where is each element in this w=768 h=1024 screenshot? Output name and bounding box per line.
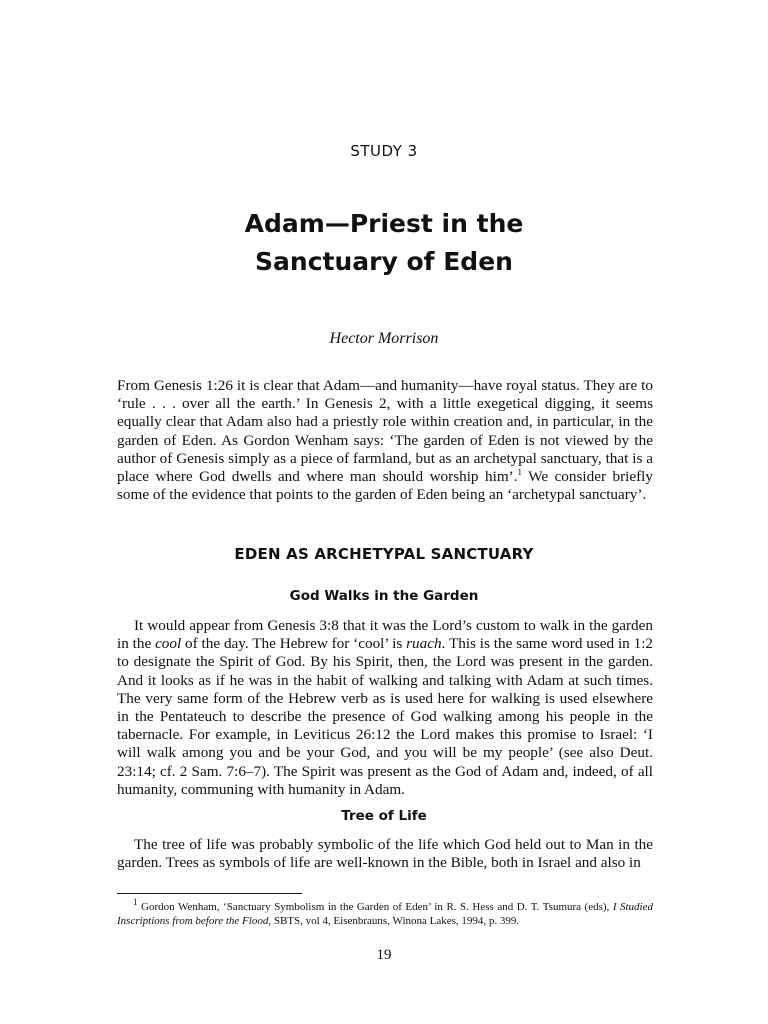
chapter-title [0, 205, 768, 281]
footnote-book-title: I Studied Inscriptions from before the Flood [117, 901, 654, 927]
footnote-number: 1 [133, 897, 138, 908]
intro-text-after-note: We consider briefly some of the evidence that points to the garden of Eden being an ‘archetypal sanctuary’. [117, 468, 653, 504]
intro-text-before-note: From Genesis 1:26 it is clear that Adam—and humanity—have royal status. They are to ‘rule . . . over all the earth.’ In Genesis 2, with a little exegetical digging, it seems equally clear that Adam also had a priestly role within creation and, in particular, in the garden of Eden. As Gordon Wenham says: ‘The garden of Eden is not viewed by the author of Genesis simply as a piece of farmland, but as an archetypal sanctuary, that is a place where God dwells and where man should worship him’. [117, 377, 653, 486]
author-name: Hector Morrison [329, 330, 439, 347]
intro-paragraph [117, 377, 653, 504]
walks-italic-ruach: ruach [406, 635, 442, 653]
subheading-god-walks: God Walks in the Garden [289, 588, 479, 604]
chapter-title-line-2: Sanctuary of Eden [255, 247, 513, 276]
footnote-divider [117, 893, 302, 894]
footnote-reference: 1 [517, 466, 522, 477]
walks-italic-cool: cool [155, 635, 182, 653]
footnote-text-after-title: , SBTS, vol 4, Eisenbrauns, Winona Lakes, 1994, p. 399. [268, 915, 520, 927]
walks-text-part-3: . This is the same word used in 1:2 to designate the Spirit of God. By his Spirit, then, the Lord was present in the garden. And it looks as if he was in the habit of walking and talking with Adam at such times. The very same form of the Hebrew verb as is used here for walking is used elsewhere in the Pentateuch to describe the presence of God walking among his people in the tabernacle. For example, in Leviticus 26:12 the Lord makes this promise to Israel: ‘I will walk among you and be your God, and you will be my people’ (see also Deut. 23:14; cf. 2 Sam. 7:6–7). The Spirit was present as the God of Adam and, indeed, of all humanity, communing with humanity in Adam. [117, 635, 654, 798]
chapter-title-line-1: Adam—Priest in the [244, 209, 524, 238]
tree-paragraph: The tree of life was probably symbolic of the life which God held out to Man in the garden. Trees as symbols of life are well-known in the Bible, both in Israel and also in [117, 836, 653, 872]
walks-text-part-2: of the day. The Hebrew for ‘cool’ is [181, 635, 407, 653]
footnote-text-before-title: Gordon Wenham, ‘Sanctuary Symbolism in the Garden of Eden’ in R. S. Hess and D. T. Tsumura (eds), [141, 901, 613, 913]
footnote [117, 897, 654, 928]
study-label: STUDY 3 [350, 142, 418, 160]
walks-text-part-1: It would appear from Genesis 3:8 that it was the Lord’s custom to walk in the garden in the [117, 617, 653, 653]
walks-paragraph [117, 617, 653, 799]
subheading-tree-of-life: Tree of Life [341, 808, 427, 824]
section-heading: EDEN AS ARCHETYPAL SANCTUARY [234, 545, 534, 563]
page-number: 19 [376, 947, 392, 963]
